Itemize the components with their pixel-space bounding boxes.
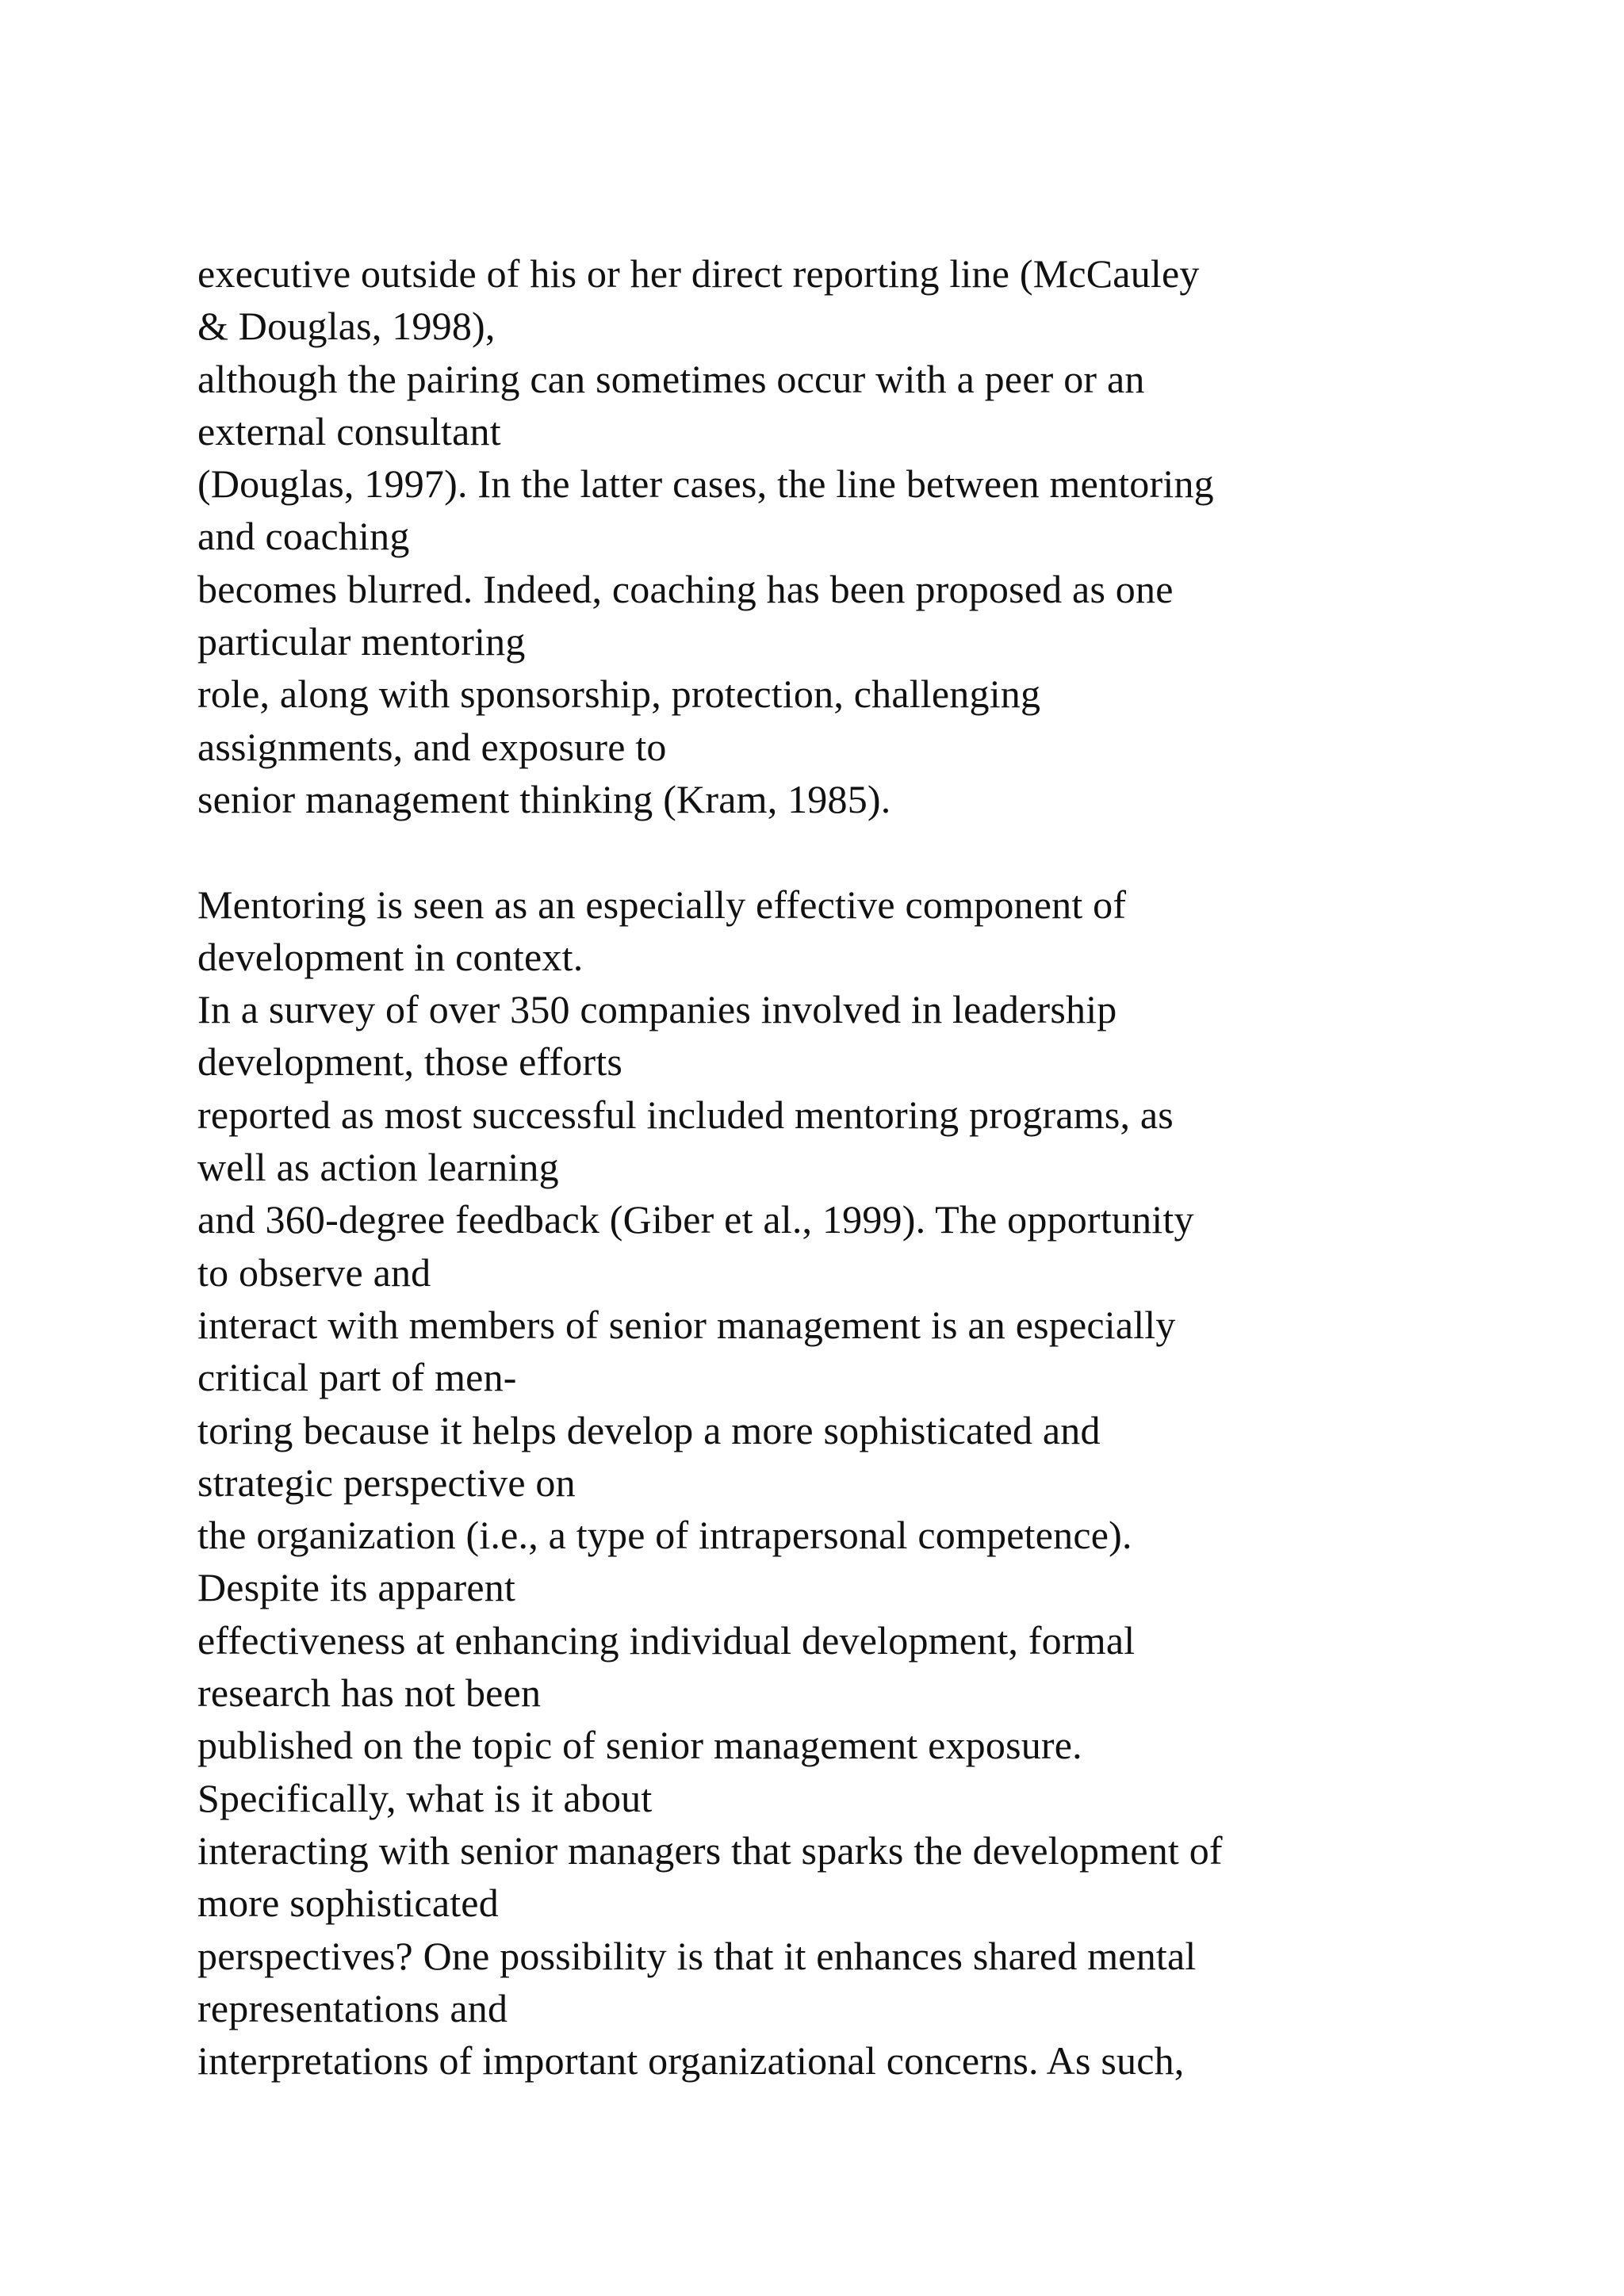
text-line: external consultant: [197, 408, 501, 453]
text-line: interacting with senior managers that sparks the development of: [197, 1827, 1223, 1873]
text-line: research has not been: [197, 1670, 542, 1716]
text-line: toring because it helps develop a more sophisticated and: [197, 1407, 1101, 1452]
paragraph-2: [197, 878, 1609, 2087]
text-line: assignments, and exposure to: [197, 724, 667, 769]
text-line: & Douglas, 1998),: [197, 304, 496, 349]
text-line: particular mentoring: [197, 619, 526, 664]
text-line: becomes blurred. Indeed, coaching has been proposed as one: [197, 566, 1174, 611]
text-line: development, those efforts: [197, 1039, 623, 1085]
text-line: published on the topic of senior management exposure.: [197, 1723, 1082, 1768]
text-line: role, along with sponsorship, protection, challenging: [197, 672, 1041, 717]
text-line: strategic perspective on: [197, 1460, 576, 1505]
text-line: to observe and: [197, 1249, 431, 1295]
text-line: perspectives? One possibility is that it enhances shared mental: [197, 1933, 1197, 1978]
text-line: critical part of men-: [197, 1355, 517, 1400]
text-line: well as action learning: [197, 1145, 559, 1190]
text-line: Mentoring is seen as an especially effective component of: [197, 882, 1127, 927]
text-line: Specifically, what is it about: [197, 1775, 653, 1820]
text-line: although the pairing can sometimes occur with a peer or an: [197, 356, 1145, 401]
text-line: and 360-degree feedback (Giber et al., 1999). The opportunity: [197, 1197, 1194, 1242]
body-text: [197, 247, 1609, 2087]
text-line: the organization (i.e., a type of intrapersonal competence).: [197, 1513, 1132, 1558]
text-line: and coaching: [197, 514, 410, 559]
text-line: Despite its apparent: [197, 1565, 516, 1610]
text-line: interpretations of important organizational concerns. As such,: [197, 2038, 1185, 2084]
text-line: senior management thinking (Kram, 1985).: [197, 776, 891, 821]
text-line: development in context.: [197, 934, 584, 979]
paragraph-1: [197, 247, 1609, 825]
text-line: (Douglas, 1997). In the latter cases, the line between mentoring: [197, 461, 1214, 507]
text-line: more sophisticated: [197, 1881, 499, 1926]
text-line: In a survey of over 350 companies involved in leadership: [197, 987, 1117, 1032]
paragraph-break: [197, 825, 1609, 878]
text-line: effectiveness at enhancing individual development, formal: [197, 1617, 1136, 1663]
text-line: interact with members of senior management is an especially: [197, 1302, 1176, 1347]
text-line: executive outside of his or her direct reporting line (McCauley: [197, 251, 1200, 296]
text-line: representations and: [197, 1985, 508, 2030]
text-line: reported as most successful included mentoring programs, as: [197, 1092, 1174, 1137]
